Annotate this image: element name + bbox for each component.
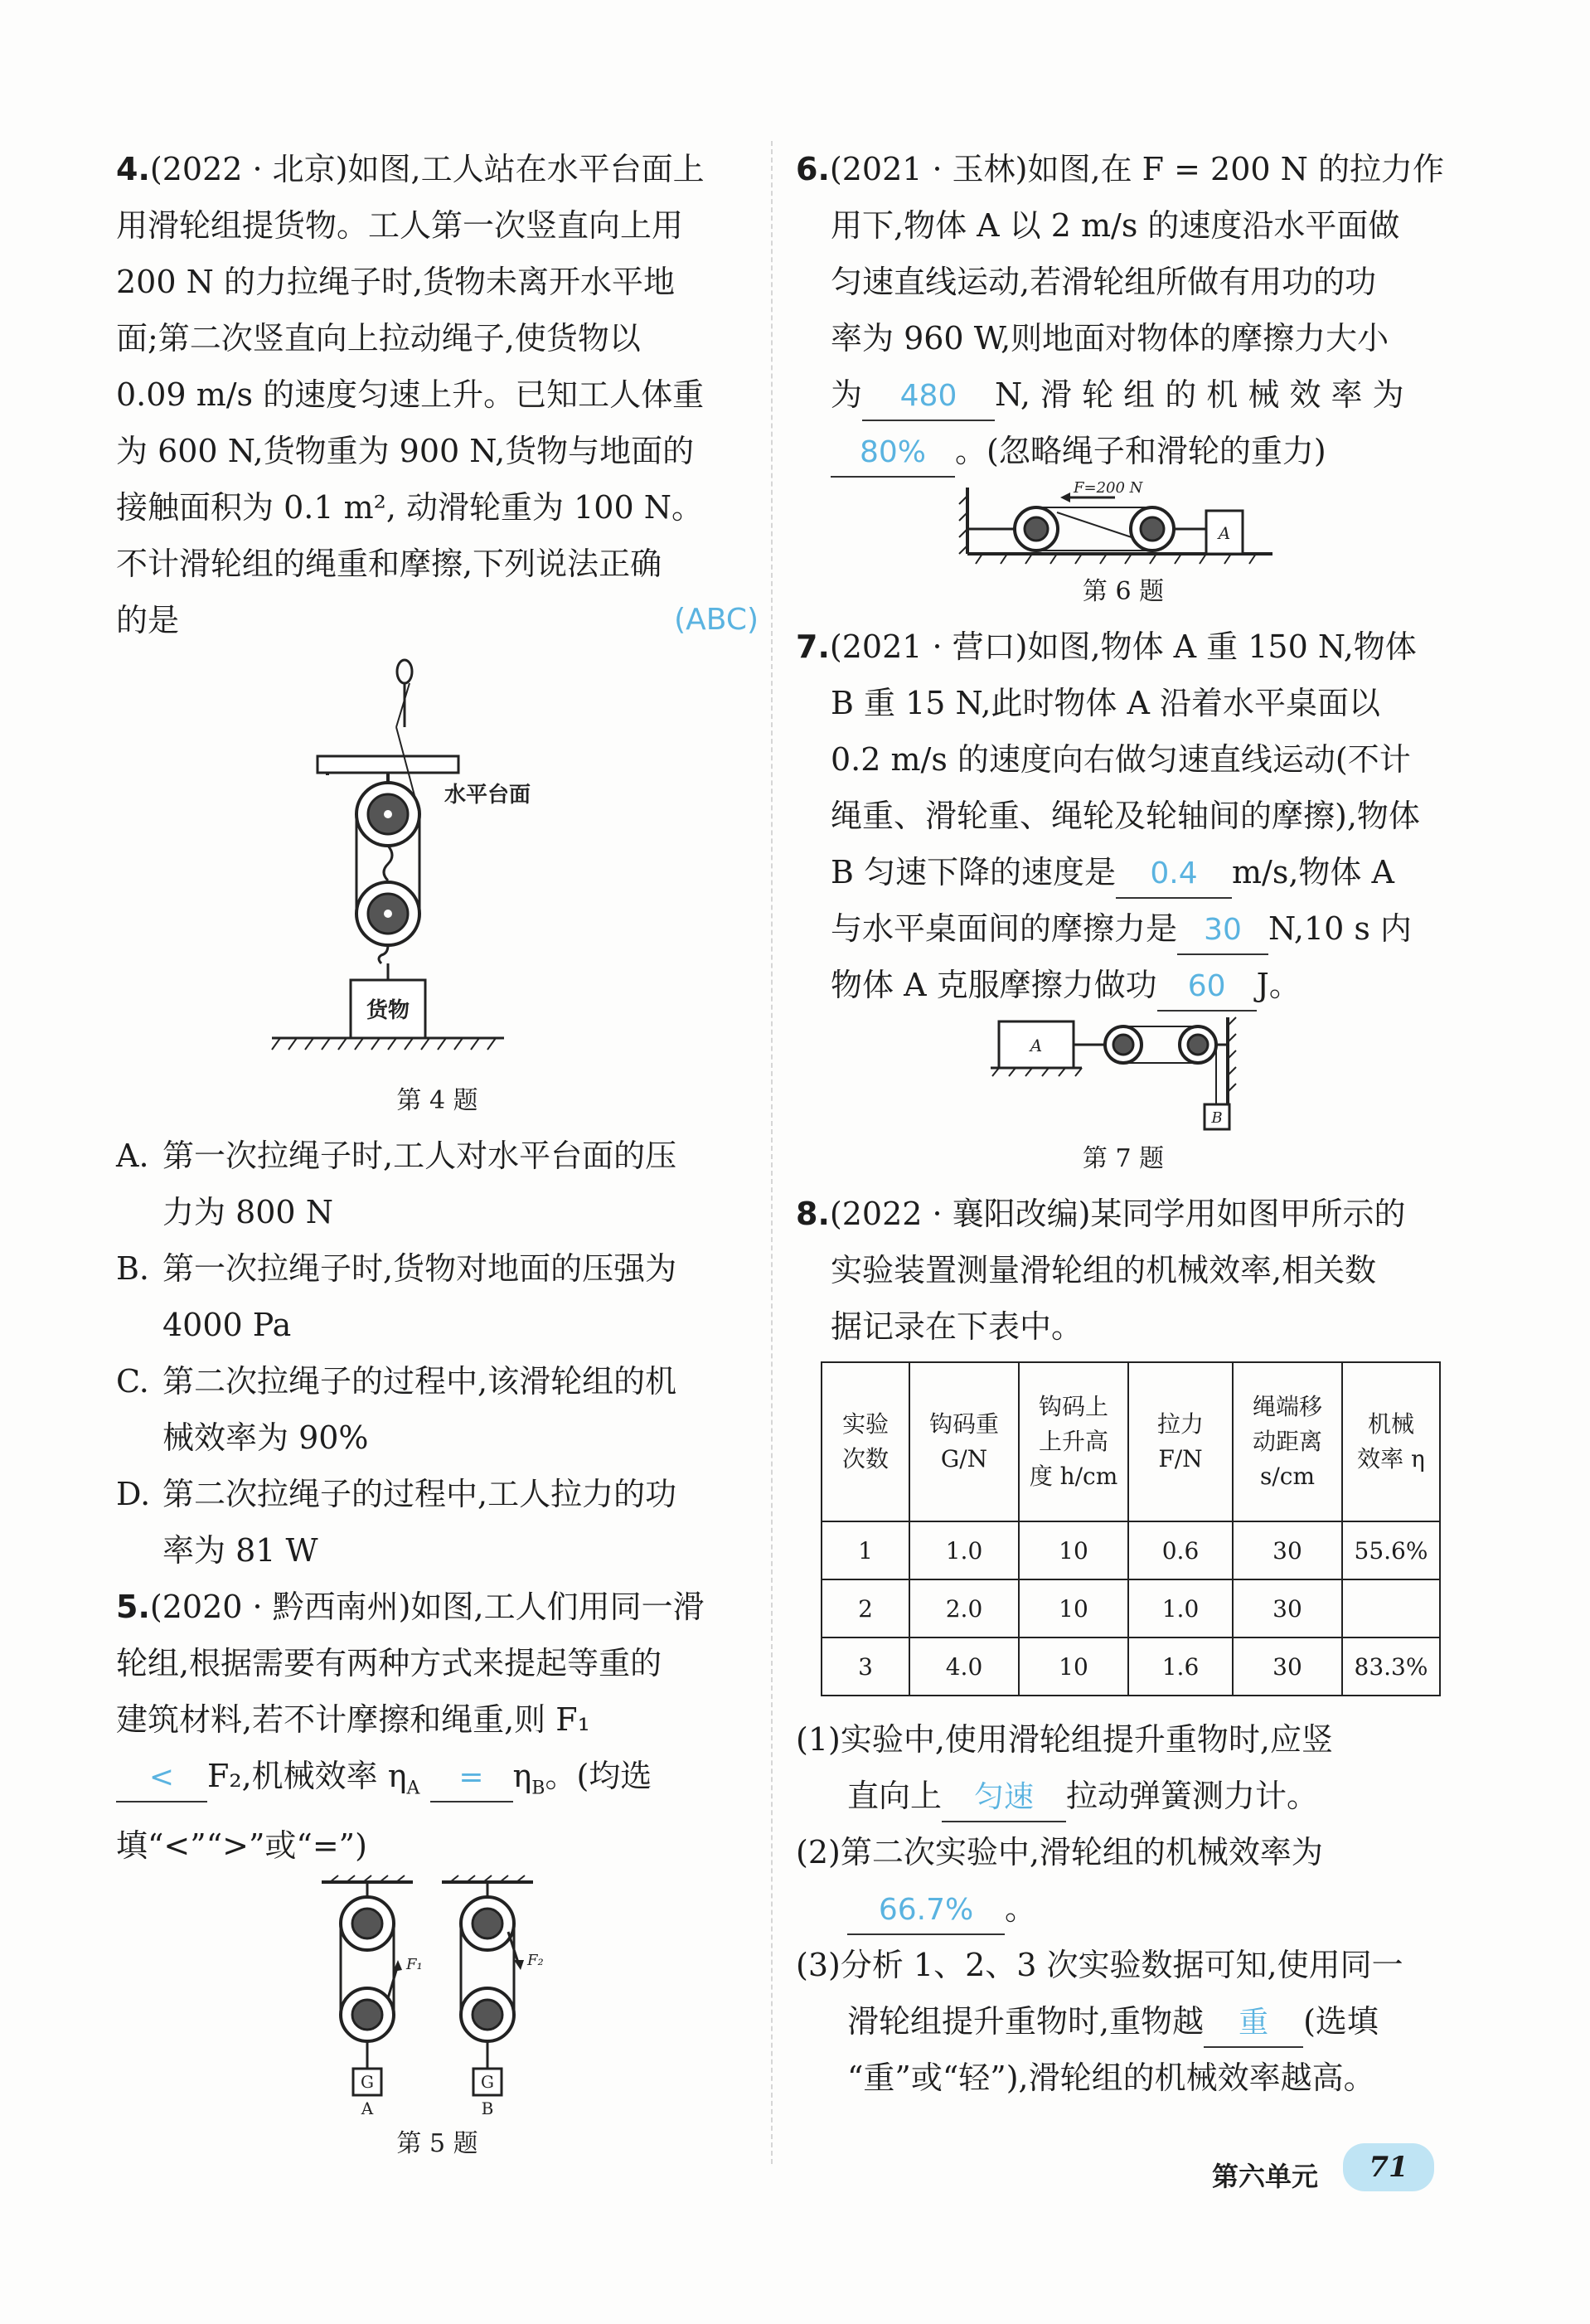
q4-line: 用滑轮组提货物。工人第一次竖直向上用 xyxy=(116,207,684,244)
q8-sub2: (2)第二次实验中,滑轮组的机械效率为 xyxy=(796,1834,1323,1870)
table-cell: 10 xyxy=(1019,1579,1128,1637)
table-header-cell: 钩码上 上升高 度 h/cm xyxy=(1019,1362,1128,1521)
q5-fig-g-a: G xyxy=(360,2071,374,2092)
footer-unit-label: 第六单元 xyxy=(1212,2161,1319,2192)
q4-line-last xyxy=(116,592,759,648)
q6-caption: 第 6 题 xyxy=(1082,577,1165,606)
table-cell: 30 xyxy=(1233,1521,1342,1579)
q4-fig-platform-label: 水平台面 xyxy=(444,783,531,808)
table-cell: 2 xyxy=(822,1579,909,1637)
table-cell: 1.0 xyxy=(909,1521,1019,1579)
q5-text: 如图,工人们用同一滑 xyxy=(410,1589,705,1625)
q7-answer-3[interactable]: 60 xyxy=(1157,963,1257,1012)
table-cell: 2.0 xyxy=(909,1579,1019,1637)
table-header-cell: 绳端移 动距离 s/cm xyxy=(1233,1362,1342,1521)
option-text: 第一次拉绳子时,货物对地面的压强为 xyxy=(162,1250,677,1287)
table-cell: 10 xyxy=(1019,1637,1128,1696)
q5-fig-label-a: A xyxy=(361,2098,373,2118)
q5-fig-label-b: B xyxy=(481,2098,493,2118)
q7-fig-a: A xyxy=(1030,1036,1043,1055)
q4-text: 如图,工人站在水平台面上 xyxy=(347,151,705,187)
q4-option-a xyxy=(116,1128,759,1184)
q8-text: (选填 xyxy=(1303,2003,1379,2040)
q8-text: 拉动弹簧测力计。 xyxy=(1066,1778,1319,1814)
q6-text: 。(忽略绳子和滑轮的重力) xyxy=(955,433,1326,469)
table-cell: 3 xyxy=(822,1637,909,1696)
q4-fig-cargo-label: 货物 xyxy=(366,998,410,1023)
table-header-cell: 拉力 F/N xyxy=(1128,1362,1233,1521)
q7-text: 物体 A 克服摩擦力做功 xyxy=(831,967,1157,1003)
q5-fig-f2: F₂ xyxy=(526,1951,544,1969)
q8-line: 据记录在下表中。 xyxy=(831,1308,1083,1345)
q4-caption: 第 4 题 xyxy=(396,1086,478,1115)
q5-text: F₂,机械效率 η xyxy=(207,1758,407,1794)
q8-answer-1[interactable]: 匀速 xyxy=(942,1774,1066,1822)
q7-line: B 重 15 N,此时物体 A 沿着水平桌面以 xyxy=(831,685,1381,721)
q7-number: 7. xyxy=(796,628,830,665)
q4-source: (2022 · 北京) xyxy=(149,151,348,187)
table-cell: 1 xyxy=(822,1521,909,1579)
q6-line xyxy=(796,366,1451,423)
q6-line: 用下,物体 A 以 2 m/s 的速度沿水平面做 xyxy=(831,207,1400,244)
q8-text: 。 xyxy=(1005,1890,1037,1927)
q7-text: m/s,物体 A xyxy=(1232,854,1394,890)
q5-sub: A xyxy=(406,1778,420,1799)
q8-line xyxy=(796,1186,1451,1242)
q5-line xyxy=(116,1748,759,1817)
table-header-cell: 机械 效率 η xyxy=(1342,1362,1440,1521)
table-cell: 1.0 xyxy=(1128,1579,1233,1637)
q6-text: N, 滑 轮 组 的 机 械 效 率 为 xyxy=(995,376,1404,413)
q8-text: 直向上 xyxy=(847,1778,943,1814)
q4-line: 为 600 N,货物重为 900 N,货物与地面的 xyxy=(116,433,695,469)
q4-line xyxy=(116,141,759,197)
table-header-cell: 实验 次数 xyxy=(822,1362,909,1521)
q7-answer-2[interactable]: 30 xyxy=(1177,907,1268,955)
q7-caption: 第 7 题 xyxy=(1082,1144,1165,1173)
q4-option-c xyxy=(116,1353,759,1409)
q7-line: 绳重、滑轮重、绳轮及轮轴间的摩擦),物体 xyxy=(831,798,1420,834)
q4-option-d-cont: 率为 81 W xyxy=(162,1532,318,1569)
table-cell: 30 xyxy=(1233,1637,1342,1696)
table-cell: 83.3% xyxy=(1342,1637,1440,1696)
right-column xyxy=(796,141,1451,2106)
q5-fig-g-b: G xyxy=(480,2071,494,2092)
q8-number: 8. xyxy=(796,1196,830,1232)
q7-line xyxy=(796,900,1451,957)
q5-figure xyxy=(305,1874,570,2123)
q5-line xyxy=(116,1579,759,1635)
table-header-cell: 钩码重 G/N xyxy=(909,1362,1019,1521)
q8-sub1: (1)实验中,使用滑轮组提升重物时,应竖 xyxy=(796,1721,1333,1758)
q6-source: (2021 · 玉林) xyxy=(829,151,1028,187)
q6-text: 如图,在 F = 200 N 的拉力作 xyxy=(1027,151,1444,187)
q4-option-d xyxy=(116,1466,759,1522)
option-label: D. xyxy=(116,1476,151,1512)
q6-answer-2[interactable]: 80% xyxy=(831,429,955,478)
q8-answer-2[interactable]: 66.7% xyxy=(847,1887,1005,1935)
q4-number: 4. xyxy=(116,151,150,187)
q5-number: 5. xyxy=(116,1589,150,1625)
table-cell: 55.6% xyxy=(1342,1521,1440,1579)
option-label: C. xyxy=(116,1363,149,1400)
q8-sub3-cont xyxy=(796,1993,1451,2050)
q7-text: B 匀速下降的速度是 xyxy=(831,854,1117,890)
q5-caption: 第 5 题 xyxy=(396,2128,478,2158)
q7-answer-1[interactable]: 0.4 xyxy=(1116,851,1232,899)
table-header-row xyxy=(822,1362,1440,1521)
q6-text: 为 xyxy=(831,376,863,413)
table-row xyxy=(822,1521,1440,1579)
q6-answer-1[interactable]: 480 xyxy=(862,373,995,421)
q5-source: (2020 · 黔西南州) xyxy=(149,1589,411,1625)
q5-line: 建筑材料,若不计摩擦和绳重,则 F₁ xyxy=(116,1701,590,1738)
q7-text: N,10 s 内 xyxy=(1268,910,1412,947)
q8-source: (2022 · 襄阳改编) xyxy=(829,1196,1091,1232)
q4-line: 200 N 的力拉绳子时,货物未离开水平地 xyxy=(116,264,676,300)
q4-line: 接触面积为 0.1 m², 动滑轮重为 100 N。 xyxy=(116,489,703,526)
q4-option-a-cont: 力为 800 N xyxy=(162,1194,333,1230)
q4-option-b-cont: 4000 Pa xyxy=(162,1307,292,1343)
q5-fig-f1: F₁ xyxy=(405,1955,423,1973)
q7-text: 如图,物体 A 重 150 N,物体 xyxy=(1027,628,1417,665)
q8-sub3: (3)分析 1、2、3 次实验数据可知,使用同一 xyxy=(796,1947,1403,1983)
table-cell xyxy=(1342,1579,1440,1637)
q7-line xyxy=(796,844,1451,900)
q8-line: 实验装置测量滑轮组的机械效率,相关数 xyxy=(831,1252,1377,1288)
q4-figure xyxy=(264,648,612,1080)
table-cell: 1.6 xyxy=(1128,1637,1233,1696)
q7-line: 0.2 m/s 的速度向右做匀速直线运动(不计 xyxy=(831,741,1411,778)
q6-fig-a: A xyxy=(1218,523,1231,543)
q5-sub: B xyxy=(531,1778,545,1799)
q7-text: J。 xyxy=(1256,967,1301,1003)
q4-line: 面;第二次竖直向上拉动绳子,使货物以 xyxy=(116,320,641,357)
q8-sub3-cont2: “重”或“轻”),滑轮组的机械效率越高。 xyxy=(847,2060,1375,2096)
table-row xyxy=(822,1579,1440,1637)
q5-text: 。(均选 xyxy=(545,1758,652,1794)
q6-line xyxy=(796,141,1451,197)
q4-answer: (ABC) xyxy=(674,603,759,637)
option-text: 第二次拉绳子的过程中,工人拉力的功 xyxy=(162,1476,677,1512)
q6-fig-force: F=200 N xyxy=(1074,479,1143,497)
table-cell: 10 xyxy=(1019,1521,1128,1579)
table-cell: 4.0 xyxy=(909,1637,1019,1696)
option-label: A. xyxy=(116,1138,149,1174)
q6-line: 率为 960 W,则地面对物体的摩擦力大小 xyxy=(831,320,1389,357)
q5-line: 轮组,根据需要有两种方式来提起等重的 xyxy=(116,1645,662,1681)
q8-text: 滑轮组提升重物时,重物越 xyxy=(847,2003,1205,2040)
q6-line: 匀速直线运动,若滑轮组所做有用功的功 xyxy=(831,264,1377,300)
q8-text: 某同学用如图甲所示的 xyxy=(1090,1196,1406,1232)
q7-figure xyxy=(982,1013,1264,1138)
q4-line: 0.09 m/s 的速度匀速上升。已知工人体重 xyxy=(116,376,705,413)
table-cell: 0.6 xyxy=(1128,1521,1233,1579)
q7-text: 与水平桌面间的摩擦力是 xyxy=(831,910,1178,947)
q5-answer-1[interactable]: < xyxy=(116,1754,207,1802)
q7-fig-b: B xyxy=(1211,1109,1223,1127)
q4-last-text: 的是 xyxy=(116,602,180,638)
table-row xyxy=(822,1637,1440,1696)
q7-line xyxy=(796,957,1451,1013)
q7-source: (2021 · 营口) xyxy=(829,628,1028,665)
option-label: B. xyxy=(116,1250,150,1287)
q6-number: 6. xyxy=(796,151,830,187)
option-text: 第一次拉绳子时,工人对水平台面的压 xyxy=(162,1138,677,1174)
q4-line: 不计滑轮组的绳重和摩擦,下列说法正确 xyxy=(116,546,662,582)
q6-figure xyxy=(957,479,1289,570)
q5-answer-2[interactable]: = xyxy=(430,1754,513,1802)
q8-sub1-cont xyxy=(796,1768,1451,1824)
left-column xyxy=(116,141,759,2171)
q4-option-b xyxy=(116,1240,759,1297)
column-divider xyxy=(771,141,773,2164)
option-text: 第二次拉绳子的过程中,该滑轮组的机 xyxy=(162,1363,677,1400)
q7-line xyxy=(796,619,1451,675)
q6-line xyxy=(796,423,1451,479)
q4-option-c-cont: 械效率为 90% xyxy=(162,1419,369,1456)
q8-data-table xyxy=(821,1361,1441,1696)
q5-text: η xyxy=(512,1758,532,1794)
q8-answer-3[interactable]: 重 xyxy=(1204,2000,1303,2048)
table-cell: 30 xyxy=(1233,1579,1342,1637)
q5-line: 填“<”“>”或“=”) xyxy=(116,1827,367,1864)
q8-sub2-cont xyxy=(796,1880,1451,1937)
page-number: 71 xyxy=(1343,2143,1434,2191)
